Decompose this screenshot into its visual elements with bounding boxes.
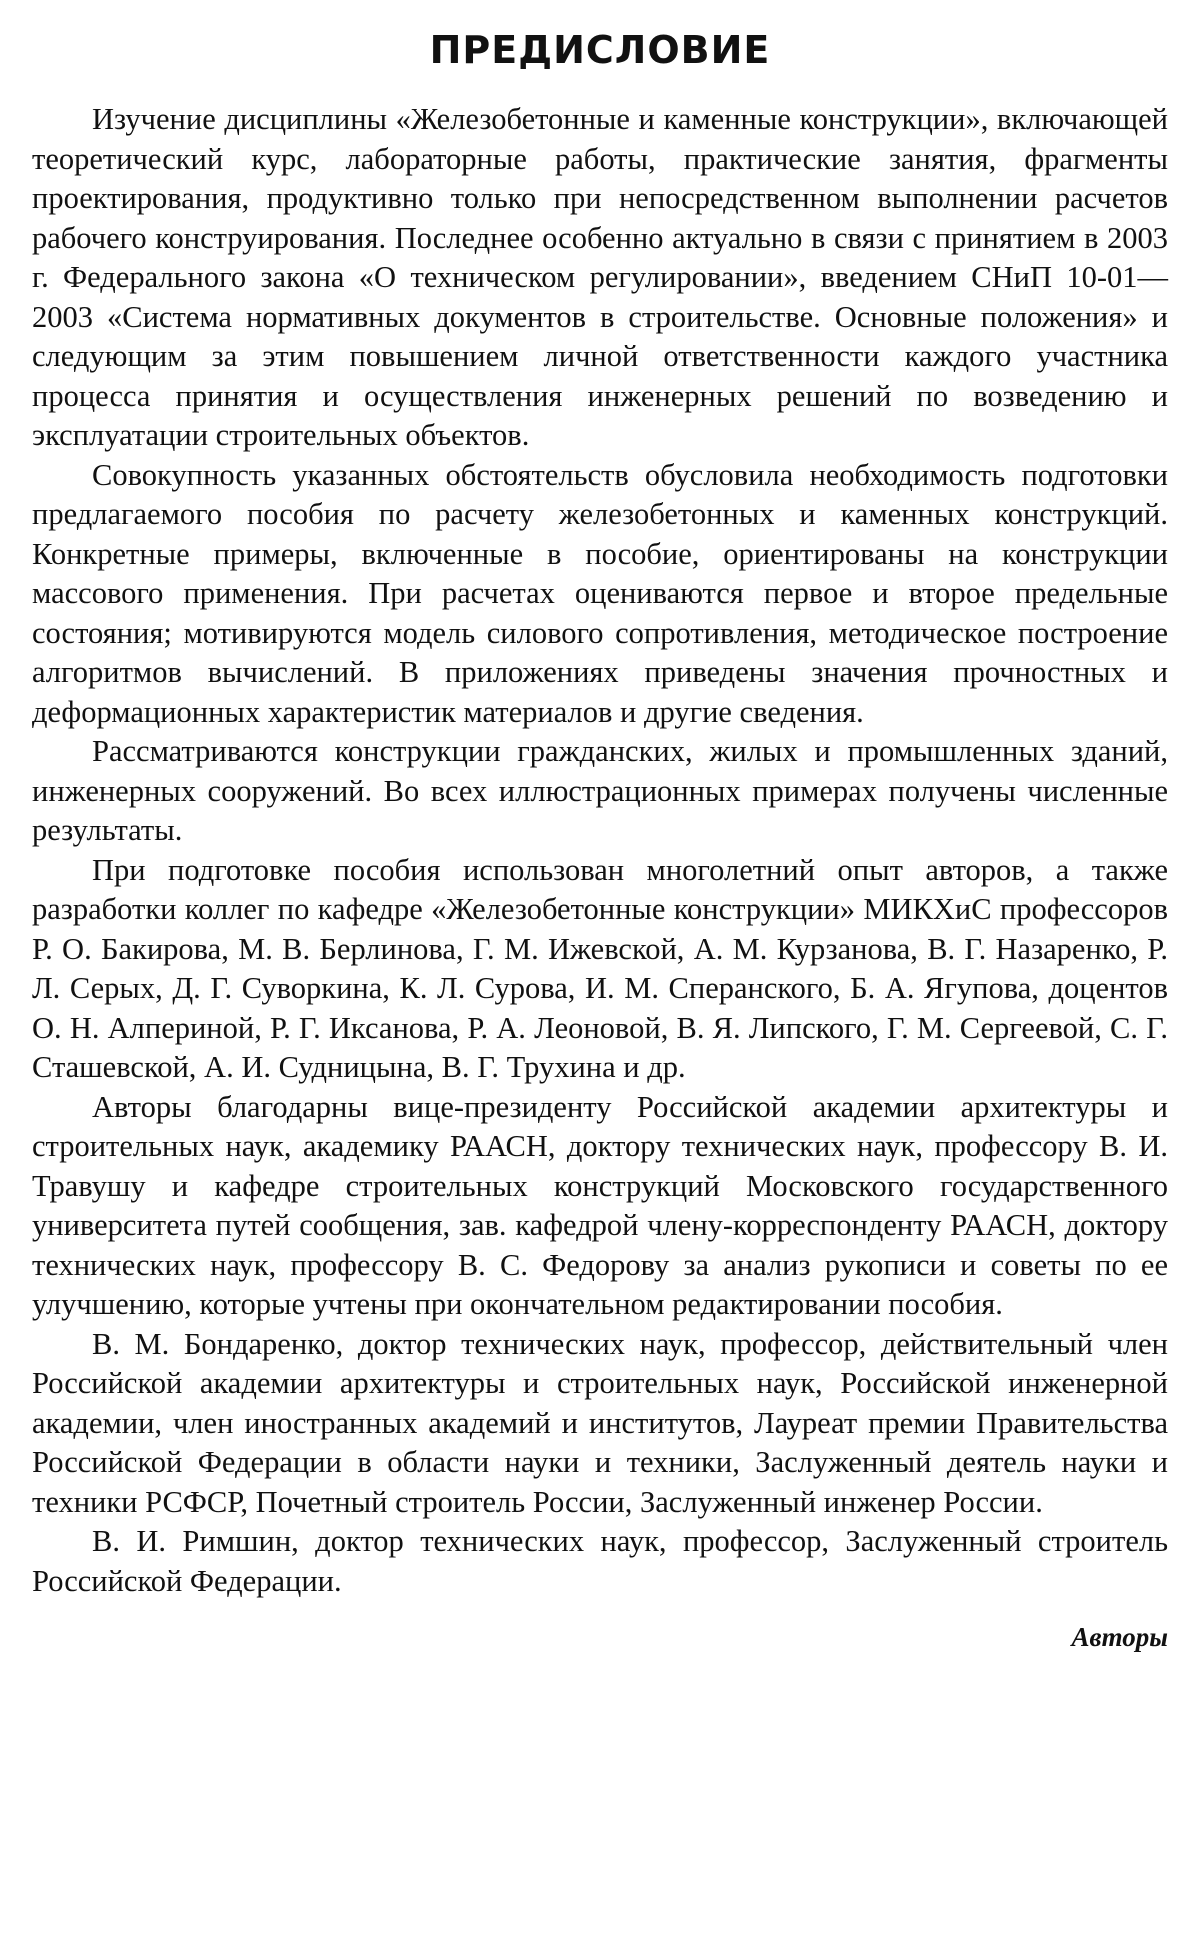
- document-body: [32, 100, 1168, 1601]
- paragraph-colleagues: При подготовке пособия использован многолетний опыт авторов, а также разработки коллег по кафедре «Железобетонные конструкции» МИКХиС профессоров Р. О. Бакирова, М. В. Берлинова, Г. М. Ижевской, А. М. Курзанова, В. Г. Назаренко, Р. Л. Серых, Д. Г. Суворкина, К. Л. Сурова, И. М. Сперанского, Б. А. Ягупова, доцентов О. Н. Алпериной, Р. Г. Иксанова, Р. А. Леоновой, В. Я. Липского, Г. М. Сергеевой, С. Г. Сташевской, А. И. Судницына, В. Г. Трухина и др.: [32, 852, 1168, 1084]
- page-title: ПРЕДИСЛОВИЕ: [429, 28, 771, 72]
- paragraph-acknowledgements: Авторы благодарны вице-президенту Российской академии архитектуры и строительных наук, академику РААСН, доктору технических наук, профессору В. И. Травушу и кафедре строительных конструкций Московского государственного университета путей сообщения, зав. кафедрой члену-корреспонденту РААСН, доктору технических наук, профессору В. С. Федорову за анализ рукописи и советы по ее улучшению, которые учтены при окончательном редактировании пособия.: [32, 1089, 1168, 1321]
- paragraph-author-bondarenko: В. М. Бондаренко, доктор технических наук, профессор, действительный член Российской академии архитектуры и строительных наук, Российской инженерной академии, член иностранных академий и институтов, Лауреат премии Правительства Российской Федерации в области науки и техники, Заслуженный деятель науки и техники РСФСР, Почетный строитель России, Заслуженный инженер России.: [32, 1326, 1168, 1519]
- paragraph-circumstances: Совокупность указанных обстоятельств обусловила необходимость подготовки предлагаемого пособия по расчету железобетонных и каменных конструкций. Конкретные примеры, включенные в пособие, ориентированы на конструкции массового применения. При расчетах оцениваются первое и второе предельные состояния; мотивируются модель силового сопротивления, методическое построение алгоритмов вычислений. В приложениях приведены значения прочностных и деформационных характеристик материалов и другие сведения.: [32, 457, 1168, 729]
- signature: Авторы: [1071, 1622, 1168, 1652]
- paragraph-study: Изучение дисциплины «Железобетонные и каменные конструкции», включающей теоретический курс, лабораторные работы, практические занятия, фрагменты проектирования, продуктивно только при непосредственном выполнении расчетов рабочего конструирования. Последнее особенно актуально в связи с принятием в 2003 г. Федерального закона «О техническом регулировании», введением СНиП 10-01—2003 «Система нормативных документов в строительстве. Основные положения» и следующим за этим повышением личной ответственности каждого участника процесса принятия и осуществления инженерных решений по возведению и эксплуатации строительных объектов.: [32, 102, 1168, 452]
- paragraph-scope: Рассматриваются конструкции гражданских, жилых и промышленных зданий, инженерных сооружений. Во всех иллюстрационных примерах получены численные результаты.: [32, 734, 1168, 847]
- paragraph-author-rimshin: В. И. Римшин, доктор технических наук, профессор, Заслуженный строитель Российской Федерации.: [32, 1524, 1168, 1598]
